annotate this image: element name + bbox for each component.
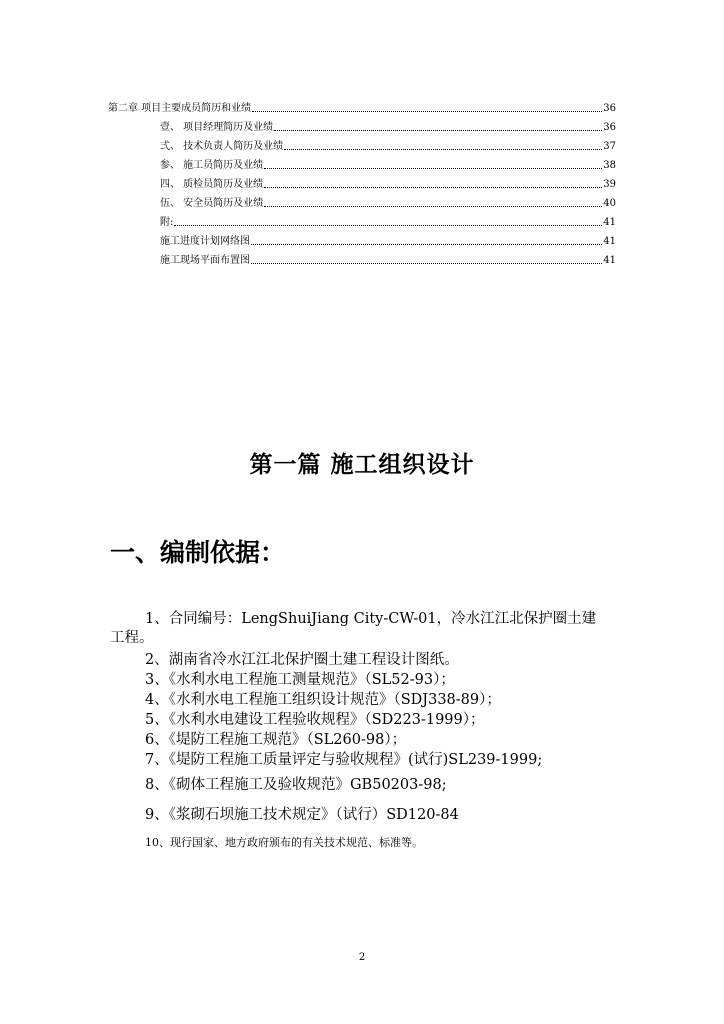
toc-leader-dots — [264, 186, 602, 188]
toc-entry-label: 参、 施工员简历及业绩 — [160, 160, 264, 171]
toc-entry-page: 38 — [603, 160, 616, 171]
toc-entry — [108, 96, 616, 115]
basis-item: 10、现行国家、地方政府颁布的有关技术规范、标准等。 — [145, 836, 423, 849]
basis-item: 9、《浆砌石坝施工技术规定》（试行）SD120-84 — [145, 807, 459, 823]
toc-leader-dots — [284, 148, 602, 150]
toc-leader-dots — [251, 262, 602, 264]
toc-entry-page: 41 — [603, 236, 616, 247]
compilation-basis-list — [110, 610, 610, 856]
basis-item: 1、合同编号：LengShuiJiang City-CW-01，冷水江江北保护圈土建工程。 — [110, 611, 597, 646]
toc-leader-dots — [264, 205, 602, 207]
toc-entry-label: 弍、 技术负责人简历及业绩 — [160, 141, 284, 152]
basis-item: 4、《水利水电工程施工组织设计规范》（SDJ338-89）； — [145, 692, 501, 708]
table-of-contents — [108, 96, 616, 267]
part-title: 第一篇 施工组织设计 — [249, 452, 475, 478]
toc-leader-dots — [251, 243, 602, 245]
toc-entry — [108, 115, 616, 134]
basis-item: 5、《水利水电建设工程验收规程》（SD223-1999）； — [145, 712, 485, 728]
toc-entry — [108, 248, 616, 267]
toc-entry-label: 施工进度计划网络图 — [160, 236, 250, 247]
toc-leader-dots — [274, 129, 602, 131]
toc-entry-page: 40 — [603, 198, 616, 209]
toc-entry — [108, 229, 616, 248]
toc-leader-dots — [264, 167, 602, 169]
basis-item: 2、湖南省冷水江江北保护圈土建工程设计图纸。 — [145, 652, 459, 668]
section-title: 一、编制依据： — [110, 538, 286, 567]
toc-entry — [108, 172, 616, 191]
basis-item: 8、《砌体工程施工及验收规范》GB50203-98; — [145, 777, 447, 793]
toc-entry-page: 41 — [603, 255, 616, 266]
toc-entry-label: 施工现场平面布置图 — [160, 255, 250, 266]
toc-entry — [108, 191, 616, 210]
toc-entry-label: 四、 质检员简历及业绩 — [160, 179, 264, 190]
basis-item: 6、《堤防工程施工规范》（SL260-98）； — [145, 732, 407, 748]
toc-entry — [108, 153, 616, 172]
toc-entry-label: 第二章 项目主要成员简历和业绩 — [108, 103, 252, 114]
toc-entry-label: 壹、 项目经理简历及业绩 — [160, 122, 274, 133]
toc-entry-page: 36 — [603, 103, 616, 114]
toc-leader-dots — [252, 110, 602, 112]
page-number: 2 — [358, 952, 366, 963]
basis-item: 7、《堤防工程施工质量评定与验收规程》(试行)SL239-1999; — [145, 752, 543, 768]
toc-entry-label: 附: — [160, 217, 174, 228]
toc-entry-page: 41 — [603, 217, 616, 228]
toc-entry-page: 39 — [603, 179, 616, 190]
basis-item: 3、《水利水电工程施工测量规范》（SL52-93）； — [145, 672, 455, 688]
toc-entry — [108, 210, 616, 229]
toc-leader-dots — [174, 224, 602, 226]
toc-entry-label: 伍、 安全员简历及业绩 — [160, 198, 264, 209]
toc-entry — [108, 134, 616, 153]
toc-entry-page: 37 — [603, 141, 616, 152]
toc-entry-page: 36 — [603, 122, 616, 133]
